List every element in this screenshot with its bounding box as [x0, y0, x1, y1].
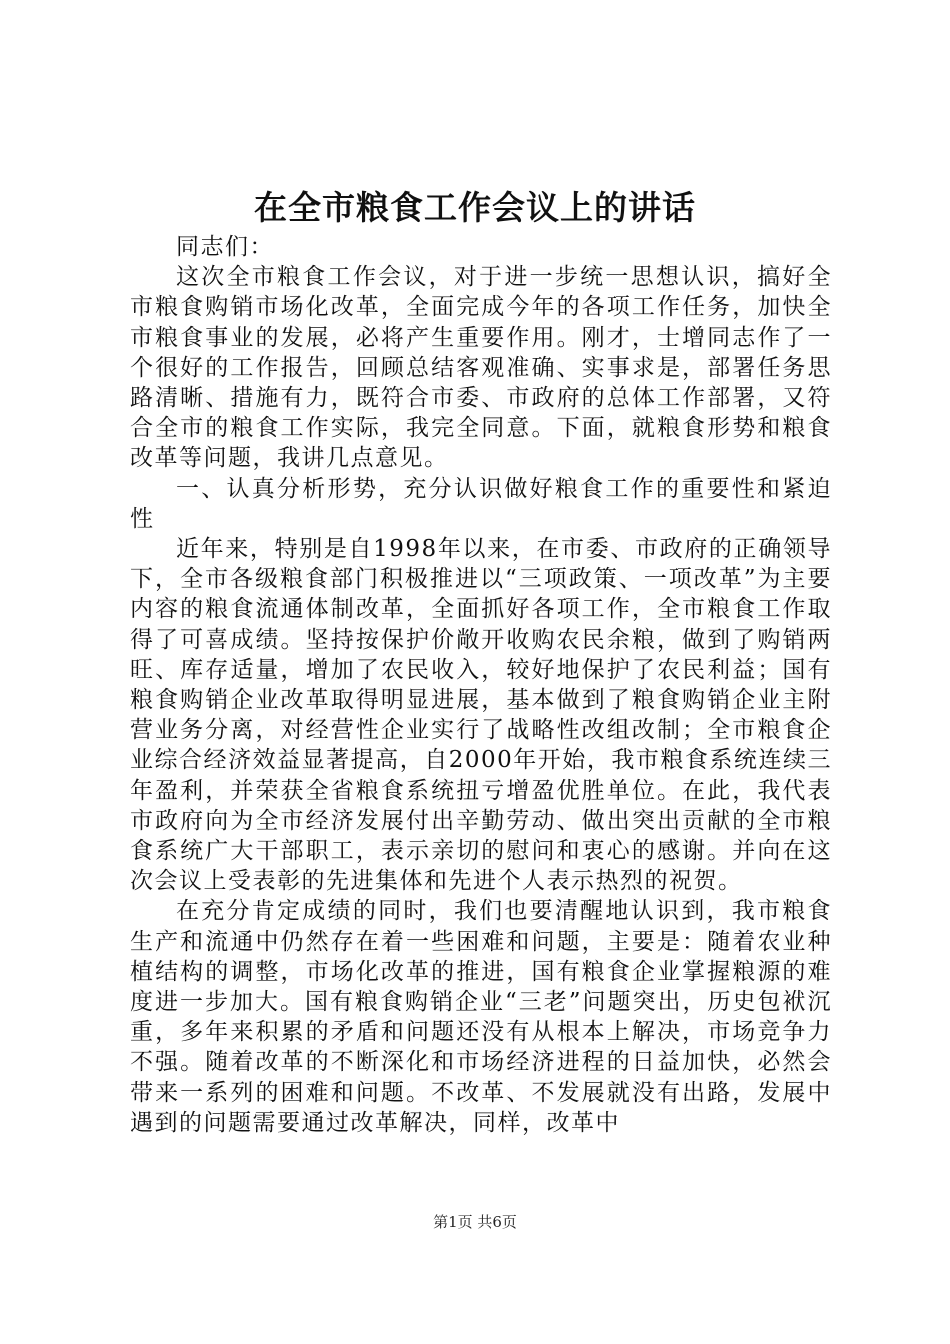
paragraph-intro: 这次全市粮食工作会议，对于进一步统一思想认识，搞好全市粮食购销市场化改革，全面完成今年的各项工作任务，加快全市粮食事业的发展，必将产生重要作用。刚才，士增同志作了一个很好的工作报告，回顾总结客观准确、实事求是，部署任务思路清晰、措施有力，既符合市委、市政府的总体工作部署，又符合全市的粮食工作实际，我完全同意。下面，就粮食形势和粮食改革等问题，我讲几点意见。 — [130, 264, 832, 472]
salutation: 同志们： — [176, 234, 274, 260]
document-title: 在全市粮食工作会议上的讲话 — [254, 188, 696, 227]
page-footer: 第1页 共6页 — [433, 1213, 517, 1231]
paragraph-problems: 在充分肯定成绩的同时，我们也要清醒地认识到，我市粮食生产和流通中仍然存在着一些困难和问题，主要是：随着农业种植结构的调整，市场化改革的推进，国有粮食企业掌握粮源的难度进一步加大。国有粮食购销企业“三老”问题突出，历史包袱沉重，多年来积累的矛盾和问题还没有从根本上解决，市场竞争力不强。随着改革的不断深化和市场经济进程的日益加快，必然会带来一系列的困难和问题。不改革、不发展就没有出路，发展中遇到的问题需要通过改革解决，同样，改革中 — [130, 898, 832, 1136]
section-heading-1: 一、认真分析形势，充分认识做好粮食工作的重要性和紧迫性 — [130, 475, 832, 532]
paragraph-achievements: 近年来，特别是自1998年以来，在市委、市政府的正确领导下，全市各级粮食部门积极推进以“三项政策、一项改革”为主要内容的粮食流通体制改革，全面抓好各项工作，全市粮食工作取得了可喜成绩。坚持按保护价敞开收购农民余粮，做到了购销两旺、库存适量，增加了农民收入，较好地保护了农民利益；国有粮食购销企业改革取得明显进展，基本做到了粮食购销企业主附营业务分离，对经营性企业实行了战略性改组改制；全市粮食企业综合经济效益显著提高，自2000年开始，我市粮食系统连续三年盈利，并荣获全省粮食系统扭亏增盈优胜单位。在此，我代表市政府向为全市经济发展付出辛勤劳动、做出突出贡献的全市粮食系统广大干部职工，表示亲切的慰问和衷心的感谢。并向在这次会议上受表彰的先进集体和先进个人表示热烈的祝贺。 — [130, 536, 832, 895]
document-body — [130, 232, 832, 1138]
